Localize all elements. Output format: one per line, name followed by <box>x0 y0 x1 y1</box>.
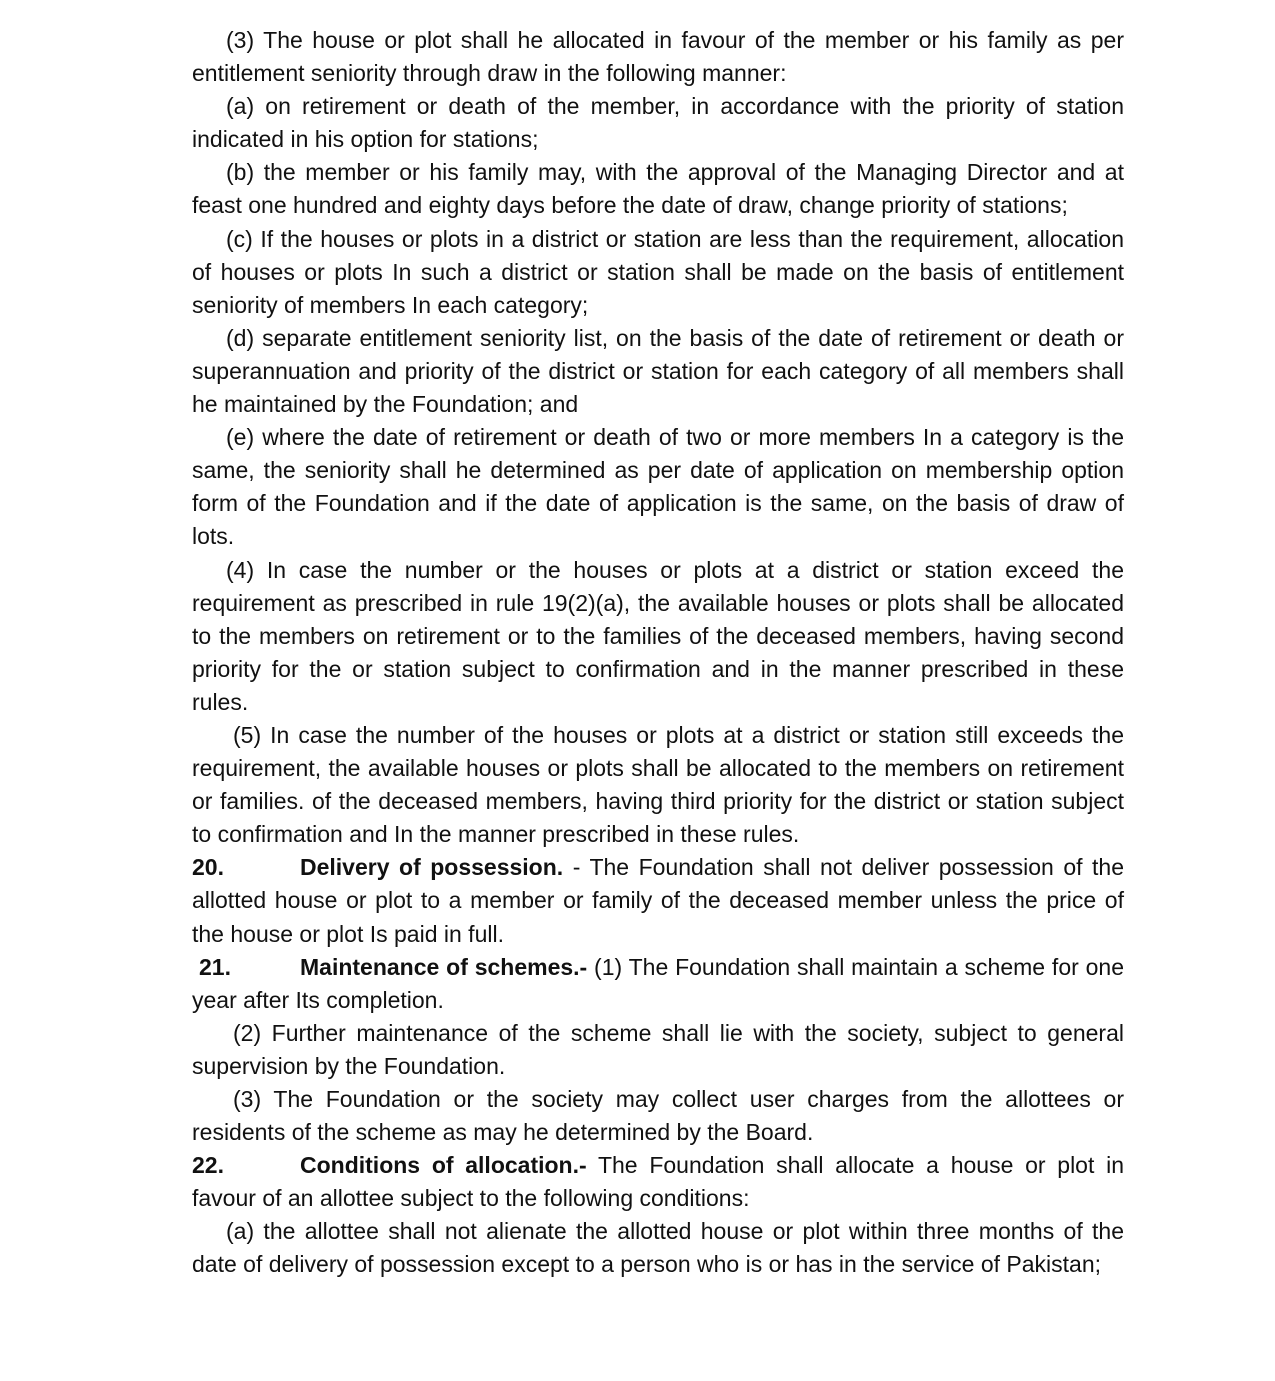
clause-d: (d) separate entitlement seniority list, on the basis of the date of retirement or death or superannuation and priority of the district or station for each category of all members shall he maintained by the Foundation; and <box>192 324 1124 418</box>
section-text: (1) The Foundation shall maintain a scheme for one year after Its completion. <box>192 953 1124 1013</box>
clause-c: (c) If the houses or plots in a district or station are less than the requirement, allocation of houses or plots In such a district or station shall be made on the basis of entitlement seniority of members In each category; <box>192 225 1124 318</box>
subrule-5: (5) In case the number of the houses or plots at a district or station still exceeds the requirement, the available houses or plots shall be allocated to the members on retirement or families. of the deceased members, having third priority for the district or station subject to confirmation and In the manner prescribed in these rules. <box>192 721 1124 848</box>
subrule-3: (3) The house or plot shall he allocated in favour of the member or his family as per entitlement seniority through draw in the following manner: <box>192 27 1124 87</box>
section-21-subrule-2: (2) Further maintenance of the scheme shall lie with the society, subject to general supervision by the Foundation. <box>192 1019 1124 1079</box>
clause-e: (e) where the date of retirement or death of two or more members In a category is the same, the seniority shall he determined as per date of application on membership option form of the Foundation and if the date of application is the same, on the basis of draw of lots. <box>192 424 1124 550</box>
section-22-clause-a: (a) the allottee shall not alienate the allotted house or plot within three months of the date of delivery of possession except to a person who is or has in the service of Pakistan; <box>192 1218 1124 1278</box>
section-text: The Foundation shall allocate a house or plot in favour of an allottee subject to the following conditions: <box>192 1152 1124 1212</box>
section-text: - The Foundation shall not deliver possession of the allotted house or plot to a member or family of the deceased member unless the price of the house or plot Is paid in full. <box>192 854 1125 947</box>
subrule-4: (4) In case the number or the houses or plots at a district or station exceed the requirement as prescribed in rule 19(2)(a), the available houses or plots shall be allocated to the members on retirement or to the families of the deceased members, having second priority for the or station subject to confirmation and in the manner prescribed in these rules. <box>192 556 1124 715</box>
section-21 <box>192 951 1124 1017</box>
section-number: 20. <box>192 854 224 881</box>
section-20 <box>192 851 1124 950</box>
section-22 <box>192 1149 1124 1215</box>
document-page <box>192 24 1124 1282</box>
section-heading: Maintenance of schemes.- <box>300 953 588 980</box>
section-21-subrule-3: (3) The Foundation or the society may collect user charges from the allottees or residents of the scheme as may he determined by the Board. <box>192 1086 1124 1146</box>
section-number: 22. <box>192 1152 224 1179</box>
section-heading: Delivery of possession. <box>300 854 564 881</box>
clause-a: (a) on retirement or death of the member, in accordance with the priority of station indicated in his option for stations; <box>192 93 1124 153</box>
clause-b: (b) the member or his family may, with the approval of the Managing Director and at feast one hundred and eighty days before the date of draw, change priority of stations; <box>192 159 1124 219</box>
section-number: 21. <box>199 953 231 980</box>
section-heading: Conditions of allocation.- <box>300 1152 587 1179</box>
